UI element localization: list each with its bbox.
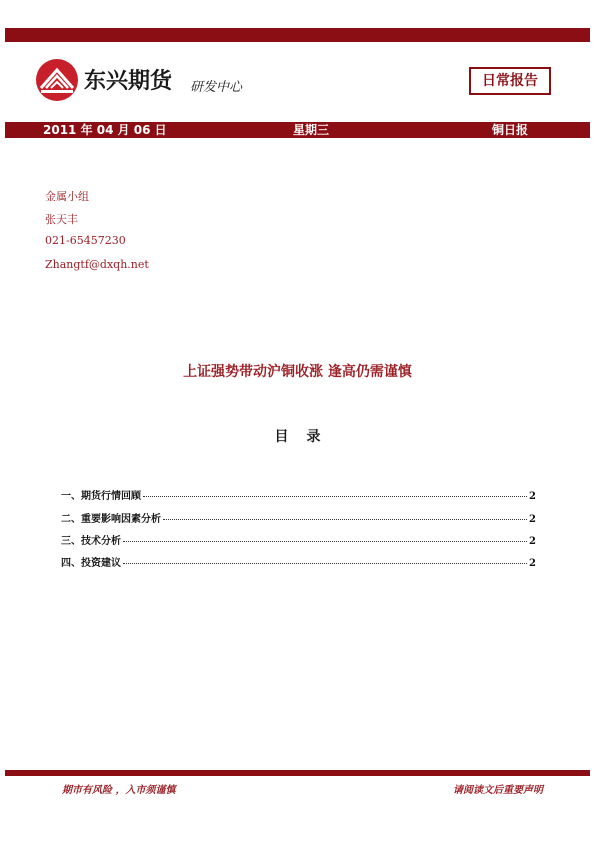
footer-risk-warning: 期市有风险 ，入市须谨慎 xyxy=(62,785,176,796)
footer-bar xyxy=(5,770,590,776)
date-bar xyxy=(5,122,590,138)
toc-leader xyxy=(123,563,527,564)
toc-item-label: 三、技术分析 xyxy=(61,536,121,547)
report-title: 上证强势带动沪铜收涨 逢高仍需谨慎 xyxy=(183,364,412,380)
contact-author: 张天丰 xyxy=(45,213,78,226)
contact-email[interactable]: Zhangtf@dxqh.net xyxy=(45,258,149,271)
report-type-badge: 日常报告 xyxy=(469,67,551,95)
toc-heading: 目录 xyxy=(274,429,339,445)
report-date: 2011 年 04 月 06 日 xyxy=(43,123,167,137)
toc-leader xyxy=(123,541,527,542)
dongxing-logo-icon xyxy=(35,58,79,102)
toc-item-page: 2 xyxy=(529,536,536,547)
report-weekday: 星期三 xyxy=(293,123,330,137)
toc-item-label: 一、期货行情回顾 xyxy=(61,491,141,502)
toc-item-page: 2 xyxy=(529,514,536,525)
header-top-bar xyxy=(5,28,590,42)
report-category: 铜日报 xyxy=(492,123,529,137)
brand-subtitle: 研发中心 xyxy=(190,80,243,95)
toc-item[interactable] xyxy=(61,532,536,546)
toc-leader xyxy=(163,519,527,520)
toc-item-page: 2 xyxy=(529,558,536,569)
toc-item[interactable] xyxy=(61,510,536,524)
toc-item[interactable] xyxy=(61,487,536,501)
toc-item-label: 四、投资建议 xyxy=(61,558,121,569)
toc-leader xyxy=(143,496,527,497)
toc-item-page: 2 xyxy=(529,491,536,502)
contact-group: 金属小组 xyxy=(45,190,89,203)
contact-phone: 021-65457230 xyxy=(45,234,126,247)
toc-item-label: 二、重要影响因素分析 xyxy=(61,514,161,525)
brand-name: 东兴期货 xyxy=(84,69,173,94)
toc-item[interactable] xyxy=(61,554,536,568)
footer-disclaimer-note: 请阅读文后重要声明 xyxy=(453,785,543,796)
